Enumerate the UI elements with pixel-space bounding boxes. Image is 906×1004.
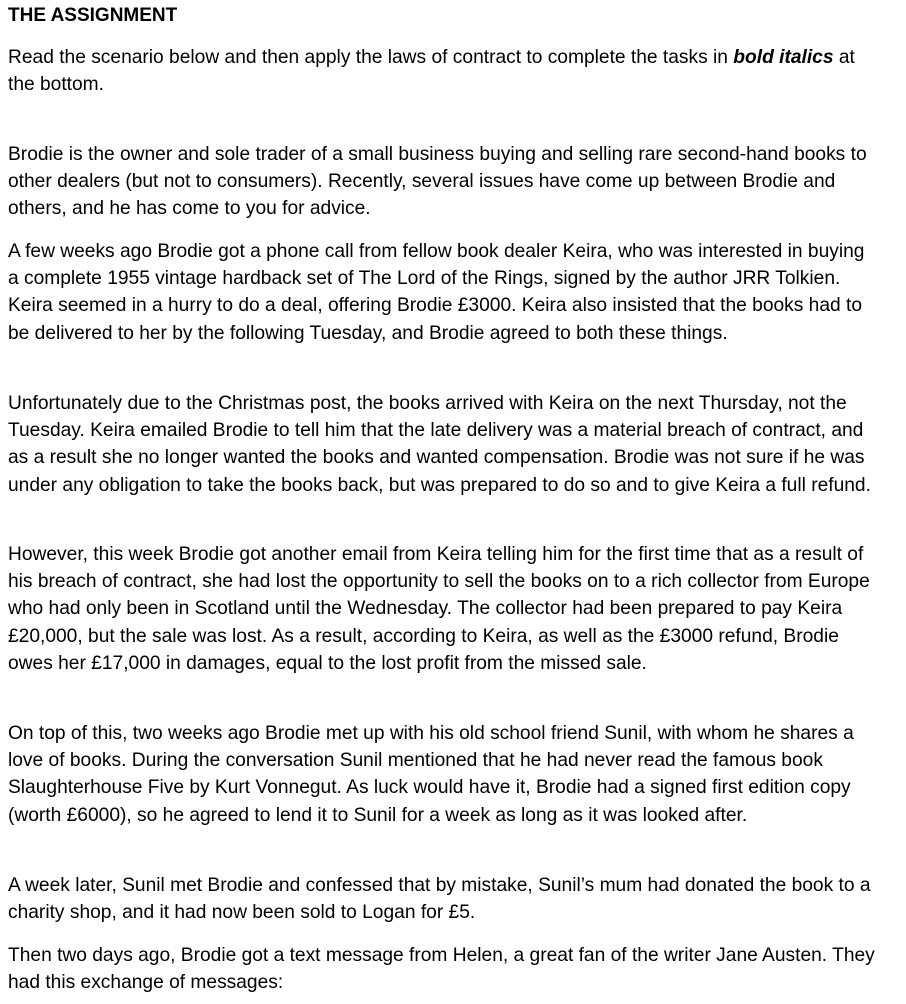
scenario-paragraph-sunil-loan: On top of this, two weeks ago Brodie met up with his old school friend Sunil, with whom he shares a love of books. During the conversation Sunil mentioned that he had never read the famous book Slaughterhouse Five by Kurt Vonnegut. As luck would have it, Brodie had a signed first edition copy (worth £6000), so he agreed to lend it to Sunil for a week as long as it was looked after. bbox=[8, 723, 854, 826]
scenario-paragraph-late-delivery: Unfortunately due to the Christmas post, the books arrived with Keira on the next Thursday, not the Tuesday. Keira emailed Brodie to tell him that the late delivery was a material breach of contract, and as a result she no longer wanted the books and wanted compensation. Brodie was not sure if he was under any obligation to take the books back, but was prepared to do so and to give Keira a full refund. bbox=[8, 393, 871, 496]
scenario-paragraph-keira-offer: A few weeks ago Brodie got a phone call from fellow book dealer Keira, who was interested in buying a complete 1955 vintage hardback set of The Lord of the Rings, signed by the author JRR Tolkien. Keira seemed in a hurry to do a deal, offering Brodie £3000. Keira also insisted that the books had to be delivered to her by the following Tuesday, and Brodie agreed to both these things. bbox=[8, 241, 865, 344]
scenario-paragraph-helen-messages: Then two days ago, Brodie got a text message from Helen, a great fan of the writer Jane Austen. They had this exchange of messages: bbox=[8, 945, 875, 994]
scenario-paragraph-charity-shop: A week later, Sunil met Brodie and confessed that by mistake, Sunil’s mum had donated the book to a charity shop, and it had now been sold to Logan for £5. bbox=[8, 875, 871, 924]
instruction-emphasis: bold italics bbox=[733, 47, 834, 68]
assignment-heading: THE ASSIGNMENT bbox=[8, 5, 178, 26]
scenario-paragraph-damages-claim: However, this week Brodie got another email from Keira telling him for the first time that as a result of his breach of contract, she had lost the opportunity to sell the books on to a rich collector from Europe who had only been in Scotland until the Wednesday. The collector had been prepared to pay Keira £20,000, but the sale was lost. As a result, according to Keira, as well as the £3000 refund, Brodie owes her £17,000 in damages, equal to the lost profit from the missed sale. bbox=[8, 544, 870, 674]
instruction-text-after: at the bottom. bbox=[8, 47, 855, 96]
scenario-paragraph-intro: Brodie is the owner and sole trader of a small business buying and selling rare second-hand books to other dealers (but not to consumers). Recently, several issues have come up between Brodie and others, and he has come to you for advice. bbox=[8, 144, 867, 220]
instruction-text-before: Read the scenario below and then apply the laws of contract to complete the tasks in bbox=[8, 47, 734, 68]
instruction-paragraph bbox=[8, 44, 878, 98]
